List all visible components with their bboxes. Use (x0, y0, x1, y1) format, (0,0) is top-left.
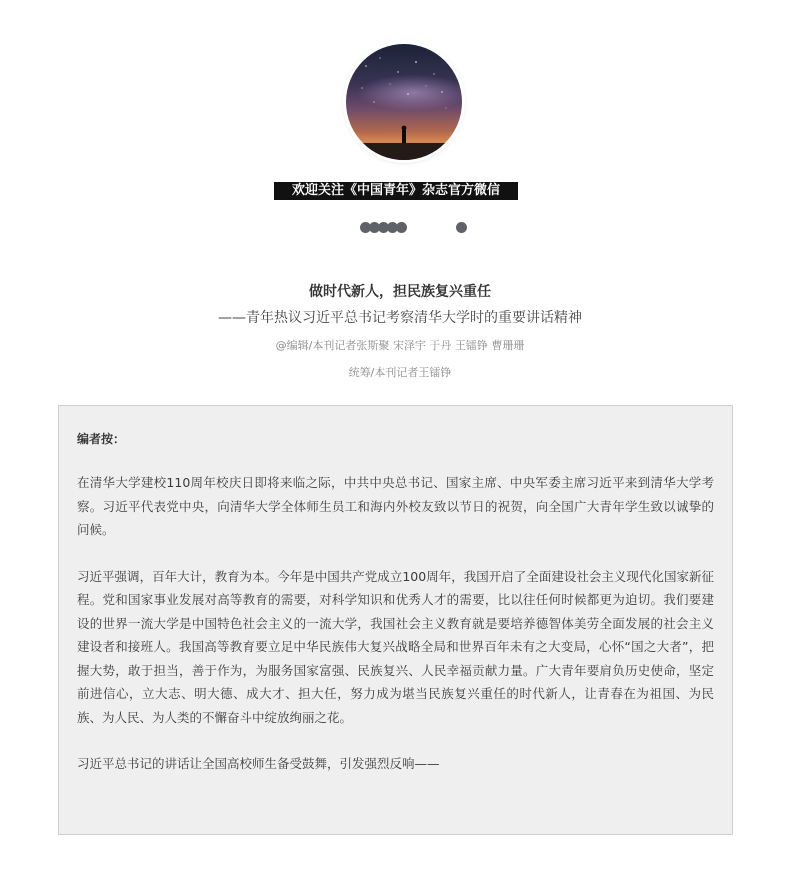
editor-note-paragraph: 习近平强调，百年大计，教育为本。今年是中国共产党成立100周年，我国开启了全面建设社会主义现代化国家新征程。党和国家事业发展对高等教育的需要，对科学知识和优秀人才的需要，比以往任何时候都更为迫切。我们要建设的世界一流大学是中国特色社会主义的一流大学，我国社会主义教育就是要培养德智体美劳全面发展的社会主义建设者和接班人。我国高等教育要立足中华民族伟大复兴战略全局和世界百年未有之大变局，心怀“国之大者”，把握大势，敢于担当，善于作为，为服务国家富强、民族复兴、人民幸福贡献力量。广大青年要肩负历史使命，坚定前进信心，立大志、明大德、成大才、担大任，努力成为堪当民族复兴重任的时代新人，让青春在为祖国、为民族、为人民、为人类的不懈奋斗中绽放绚丽之花。 (77, 568, 714, 725)
article-byline: @编辑/本刊记者张斯聚 宋泽宇 于丹 王镭铮 曹珊珊 (275, 339, 525, 352)
editor-note-heading: 编者按： (77, 432, 126, 446)
article-credit: 统筹/本刊记者王镭铮 (348, 366, 452, 379)
starry-night-avatar-icon (346, 44, 462, 160)
dot-icon (396, 222, 407, 233)
article-title: 做时代新人，担民族复兴重任 (309, 284, 491, 300)
editor-note-box (58, 405, 733, 835)
editor-note-paragraph: 习近平总书记的讲话让全国高校师生备受鼓舞，引发强烈反响—— (77, 756, 440, 771)
editor-note-paragraph: 在清华大学建校110周年校庆日即将来临之际，中共中央总书记、国家主席、中央军委主席习近平来到清华大学考察。习近平代表党中央，向清华大学全体师生员工和海内外校友致以节日的祝贺，向全国广大青年学生致以诚挚的问候。 (77, 475, 714, 537)
article-subtitle: ——青年热议习近平总书记考察清华大学时的重要讲话精神 (218, 310, 582, 326)
dot-icon (456, 222, 467, 233)
follow-banner: 欢迎关注《中国青年》杂志官方微信 (274, 182, 518, 200)
